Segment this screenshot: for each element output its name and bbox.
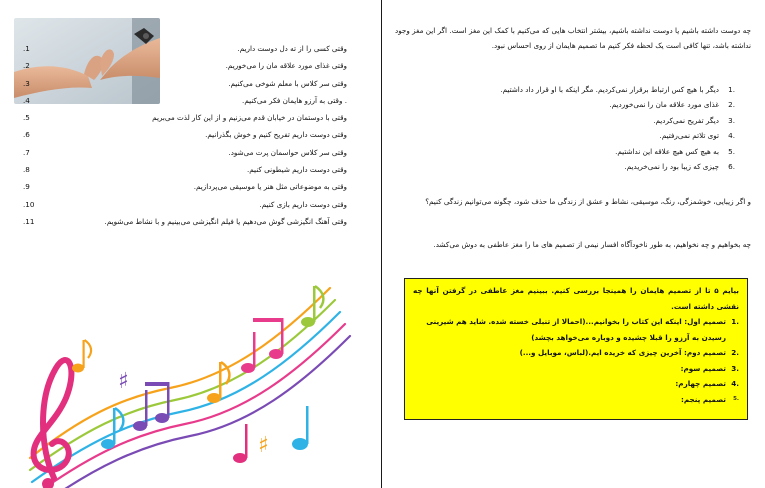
- decision-item: .3 تصمیم سوم:: [680, 363, 739, 373]
- list-item: وقتی کسی را از ته دل دوست داریم. .1: [23, 44, 347, 53]
- svg-text:♯: ♯: [258, 433, 269, 458]
- list-item: وقتی دوست داریم بازی کنیم. .10: [23, 199, 347, 209]
- intro-paragraph: چه دوست داشته باشیم یا دوست نداشته باشیم، بیشتر انتخاب هایی که می‌کنیم با کمک این مغز است. اگر این مغز وجود نداشته باشد، تنها کافی است یک لحظه فکر کنیم ما تصمیم هایمان از روی احساس نبود.: [395, 26, 751, 50]
- list-item: .3 دیگر تفریح نمی‌کردیم.: [653, 115, 735, 125]
- decision-item: .2 تصمیم دوم: آخرین چیزی که خریده ایم.(لباس، موبایل و...): [519, 348, 739, 357]
- list-item: وقتی غذای مورد علاقه مان را می‌خوریم. .2: [23, 61, 347, 71]
- list-item: .6 چیزی که زیبا بود را نمی‌خریدیم.: [624, 162, 735, 172]
- exercise-title: بیایم ۵ تا از تصمیم هایمان را همینجا بررسی کنیم. ببینیم مغز عاطفی در گرفتن آنها چه نقشی داشته است.: [413, 286, 739, 311]
- list-item: . وقتی به آرزو هایمان فکر می‌کنیم. .4: [23, 95, 347, 105]
- list-item: وقتی دوست داریم تفریح کنیم و خوش بگذرانیم. .6: [23, 130, 347, 140]
- list-item: .1 دیگر با هیچ کس ارتباط برقرار نمی‌کردیم. مگر اینکه با او قرار داد داشتیم.: [500, 85, 735, 94]
- list-item: وقتی سر کلاس با معلم شوخی می‌کنیم. .3: [23, 78, 347, 88]
- svg-text:♯: ♯: [118, 369, 129, 394]
- decision-item: .4 تصمیم چهارم:: [675, 379, 739, 388]
- left-page: [0, 0, 381, 488]
- left-list: [23, 40, 353, 230]
- list-item: .5 به هیچ کس هیچ علاقه این نداشتیم.: [615, 146, 735, 156]
- decision-item-continuation: رسیدن به آرزو را قبلا چشیده و دوباره می‌خواهد بچشد): [531, 332, 726, 342]
- music-notes-illustration: [0, 248, 381, 488]
- decision-exercise-box: [404, 278, 748, 420]
- list-item: وقتی سر کلاس حواسمان پرت می‌شود. .7: [23, 147, 347, 157]
- list-item: .2 غذای مورد علاقه مان را نمی‌خوردیم.: [609, 100, 735, 110]
- decision-item: .1 تصمیم اول: اینکه این کتاب را بخوانیم...(احمالا از تنبلی خسته شده. شاید هم شیرینی: [426, 317, 739, 326]
- list-item: وقتی آهنگ انگیزشی گوش می‌دهیم یا فیلم انگیزشی می‌بینیم و با نشاط می‌شویم. .11: [23, 216, 347, 226]
- list-item: وقتی دوست داریم شیطونی کنیم. .8: [23, 165, 347, 175]
- right-page: [382, 0, 765, 488]
- right-list: [405, 82, 735, 174]
- list-item: .4 توی تلاتم نمی‌رفتیم.: [659, 131, 735, 141]
- list-item: وقتی با دوستمان در خیابان قدم می‌زنیم و از این کار لذت می‌بریم .5: [23, 113, 347, 123]
- paragraph-life: و اگر زیبایی، خوشمزگی، رنگ، موسیقی، نشاط و عشق از زندگی ما حذف شود، چگونه می‌توانیم زندگی کنیم؟: [425, 197, 751, 206]
- paragraph-emotional-brain: چه بخواهیم و چه نخواهیم، به طور ناخودآگاه افسار نیمی از تصمیم های ما را مغز عاطفی به دوش می‌کشد.: [433, 240, 751, 249]
- list-item: وقتی به موضوعاتی مثل هنر یا موسیقی می‌پردازیم. .9: [23, 182, 347, 192]
- decision-item: .5 تصمیم پنجم:: [681, 394, 739, 404]
